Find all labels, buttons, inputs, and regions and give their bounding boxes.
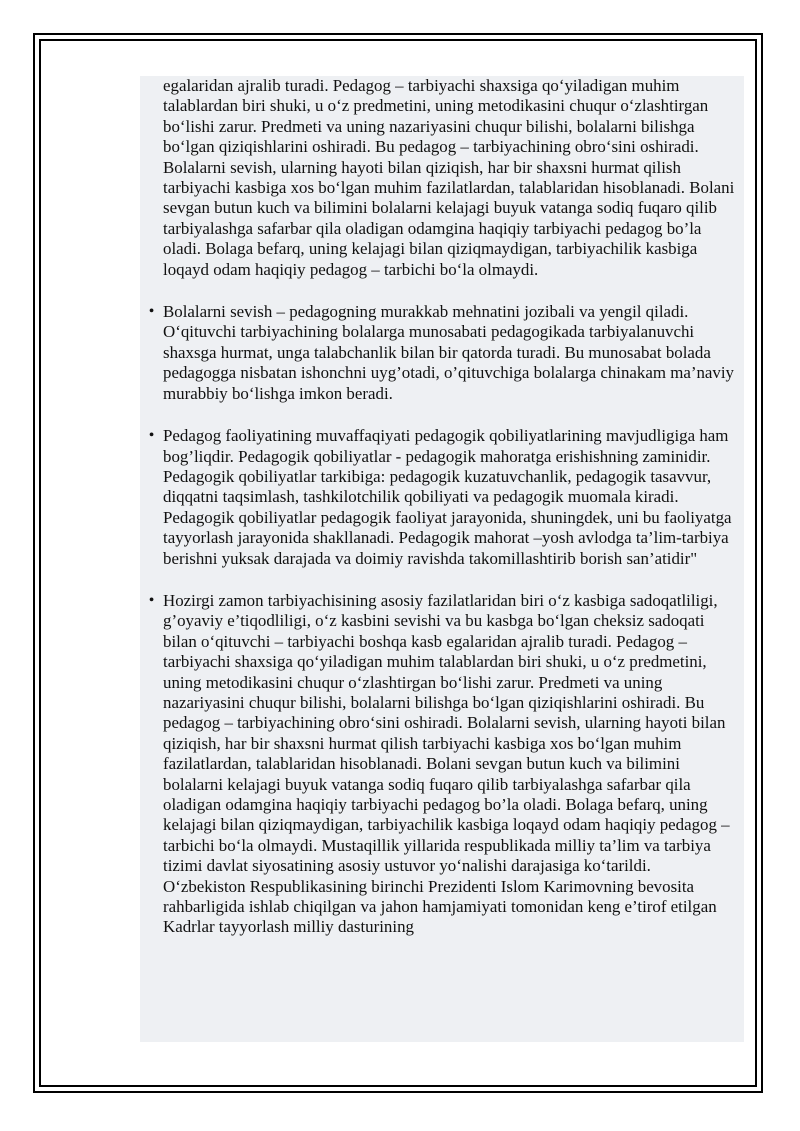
intro-text: egalaridan ajralib turadi. Pedagog – tarbiyachi shaxsiga qo‘yiladigan muhim talablardan biri shuki, u o‘z predmetini, uning metodikasini chuqur o‘zlashtirgan bo‘lishi zarur. Predmeti va uning nazariyasini chuqur bilishi, bolalarni bilishga bo‘lgan qiziqishlarini oshiradi. Bu pedagog – tarbiyachining obro‘sini oshiradi. Bolalarni sevish, ularning hayoti bilan qiziqish, har bir shaxsni hurmat qilish tarbiyachi kasbiga xos bo‘lgan muhim fazilatlardan, talablaridan hisoblanadi. Bolani sevgan butun kuch va bilimini bolalarni kelajagi buyuk vatanga sodiq fuqaro qilib tarbiyalashga safarbar qila oladigan odamgina haqiqiy tarbiyachi pedagog bo’la oladi. Bolaga befarq, uning kelajagi bilan qiziqmaydigan, tarbiyachilik kasbiga loqayd odam haqiqiy pedagog – tarbichi bo‘la olmaydi.	[163, 76, 735, 279]
list-item-text: Bolalarni sevish – pedagogning murakkab mehnatini jozibali va yengil qiladi. O‘qituvchi tarbiyachining bolalarga munosabati pedagogikada tarbiyalanuvchi shaxsga hurmat, unga talabchanlik bilan bir qatorda turadi. Bu munosabat bolada pedagogga nisbatan ishonchni uyg’otadi, o’qituvchiga bolalarga chinakam ma’naviy murabbiy bo‘lishga imkon beradi.	[163, 302, 734, 403]
bullet-marker: •	[148, 303, 155, 321]
document-body	[140, 76, 744, 1042]
intro-paragraph	[140, 76, 744, 280]
bullet-marker: •	[148, 591, 155, 609]
bullet-marker: •	[148, 427, 155, 445]
list-item-text: Pedagog faoliyatining muvaffaqiyati pedagogik qobiliyatlarining mavjudligiga ham bog’liqdir. Pedagogik qobiliyatlar - pedagogik mahoratga erishishning zaminidir. Pedagogik qobiliyatlar tarkibiga: pedagogik kuzatuvchanlik, pedagogik tasavvur, diqqatni taqsimlash, tashkilotchilik qobiliyati va pedagogik muomala kiradi. Pedagogik qobiliyatlar pedagogik faoliyat jarayonida, shuningdek, uni bu faoliyatga tayyorlash jarayonida shakllanadi. Pedagogik mahorat –yosh avlodga ta’lim-tarbiya berishni yuksak darajada va doimiy ravishda takomillashtirib borish san’atidir"	[163, 426, 732, 568]
list-item	[140, 426, 744, 569]
list-item-text: Hozirgi zamon tarbiyachisining asosiy fazilatlaridan biri o‘z kasbiga sadoqatliligi, g’oyaviy e’tiqodliligi, o‘z kasbini sevishi va bu kasbga bo‘lgan cheksiz sadoqati bilan o‘qituvchi – tarbiyachi boshqa kasb egalaridan ajralib turadi. Pedagog – tarbiyachi shaxsiga qo‘yiladigan muhim talablardan biri shuki, u o‘z predmetini, uning metodikasini chuqur o‘zlashtirgan bo‘lishi zarur. Predmeti va uning nazariyasini chuqur bilishi, bolalarni bilishga bo‘lgan qiziqishlarini oshiradi. Bu pedagog – tarbiyachining obro‘sini oshiradi. Bolalarni sevish, ularning hayoti bilan qiziqish, har bir shaxsni hurmat qilish tarbiyachi kasbiga xos bo‘lgan muhim fazilatlardan, talablaridan hisoblanadi. Bolani sevgan butun kuch va bilimini bolalarni kelajagi buyuk vatanga sodiq fuqaro qilib tarbiyalashga safarbar qila oladigan odamgina haqiqiy tarbiyachi pedagog bo’la oladi. Bolaga befarq, uning kelajagi bilan qiziqmaydigan, tarbiyachilik kasbiga loqayd odam haqiqiy pedagog – tarbichi bo‘la olmaydi. Mustaqillik yillarida respublikada milliy ta’lim va tarbiya tizimi davlat siyosatining asosiy ustuvor yo‘nalishi darajasiga ko‘tarildi. O‘zbekiston Respublikasining birinchi Prezidenti Islom Karimovning bevosita rahbarligida ishlab chiqilgan va jahon hamjamiyati tomonidan keng e’tirof etilgan Kadrlar tayyorlash milliy dasturining	[163, 590, 730, 937]
list-item	[140, 302, 744, 404]
list-item	[140, 591, 744, 938]
